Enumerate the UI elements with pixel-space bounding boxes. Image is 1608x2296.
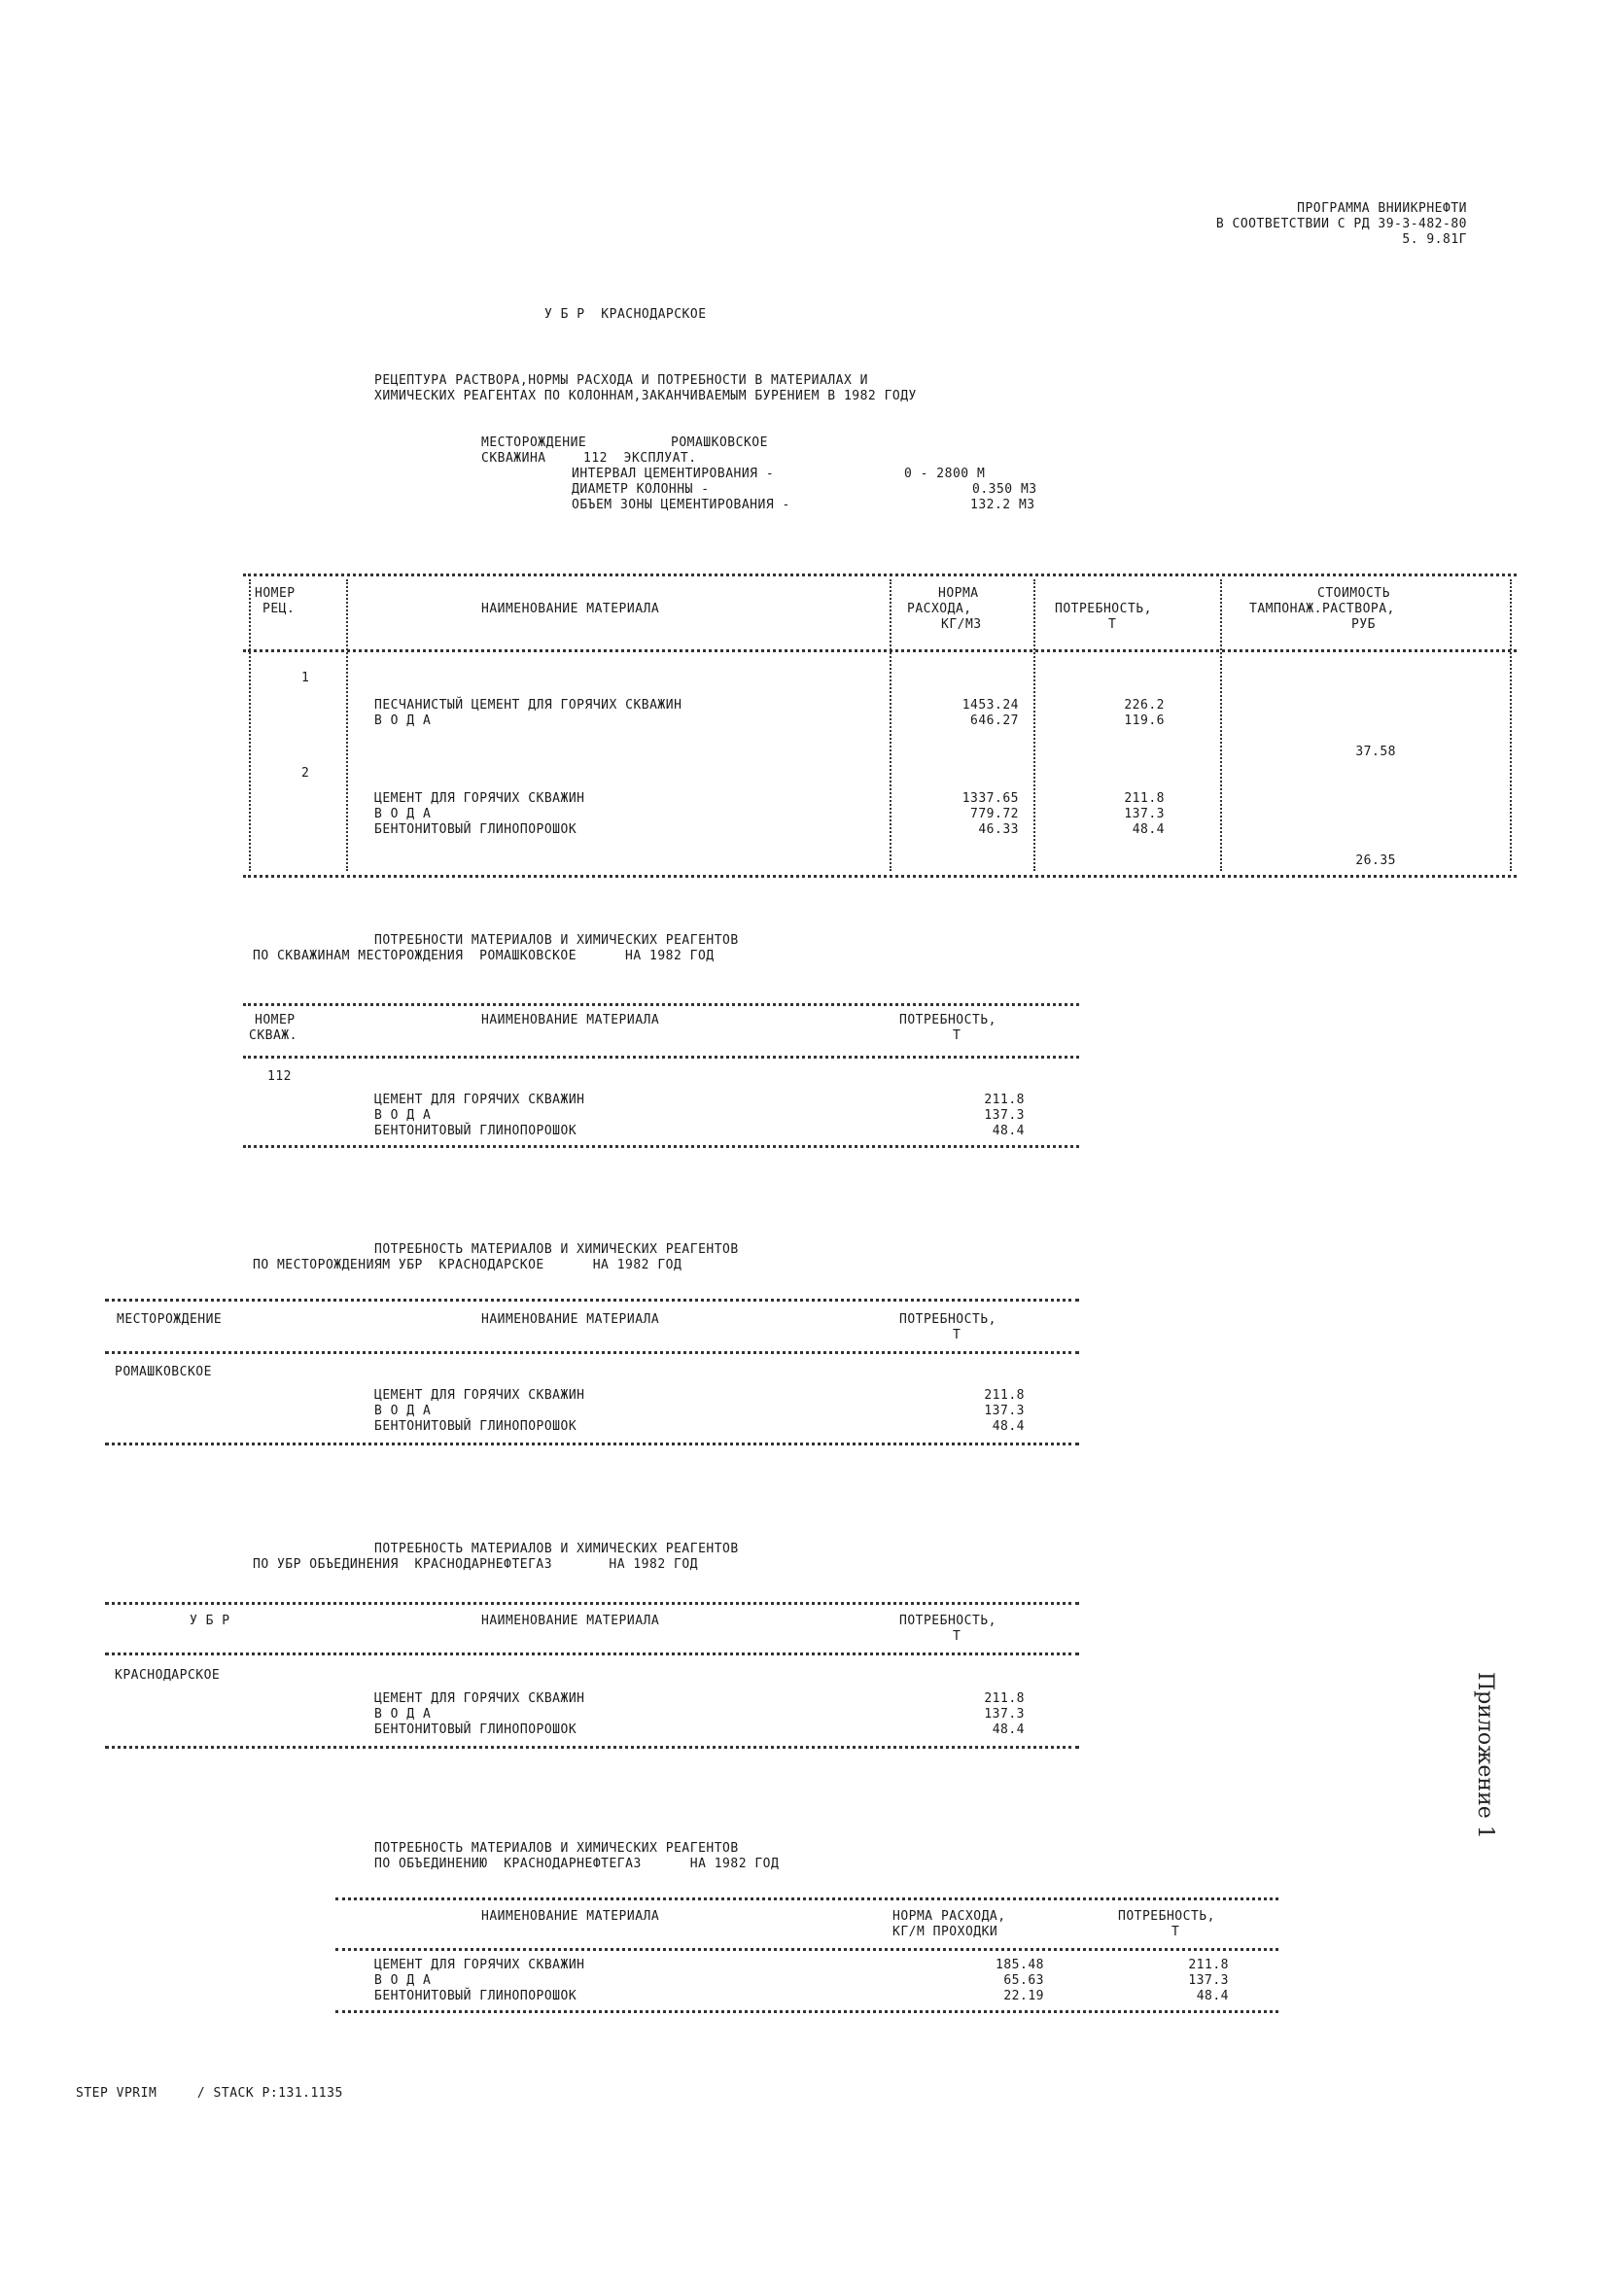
section1-header-norm: НОРМА	[938, 586, 979, 601]
column-rule	[1510, 579, 1512, 871]
table-border	[243, 1056, 1079, 1059]
material-name: БЕНТОНИТОВЫЙ ГЛИНОПОРОШОК	[374, 1124, 577, 1138]
section1-title-line1: РЕЦЕПТУРА РАСТВОРА,НОРМЫ РАСХОДА И ПОТРЕБНОСТИ В МАТЕРИАЛАХ И	[374, 373, 868, 388]
section1-header-need: ПОТРЕБНОСТЬ,	[1055, 602, 1152, 616]
appendix-label: Приложение 1	[1473, 1672, 1497, 1839]
section3-title-line2: ПО МЕСТОРОЖДЕНИЯМ УБР КРАСНОДАРСКОЕ НА 1982 ГОД	[253, 1258, 682, 1272]
section2-header: НОМЕР	[255, 1013, 296, 1027]
param-value: 0.350 МЗ	[972, 482, 1037, 497]
well-label: СКВАЖИНА	[481, 451, 546, 466]
need-value: 211.8	[984, 1093, 1025, 1107]
param-value: 132.2 МЗ	[970, 498, 1035, 512]
table-border	[105, 1443, 1079, 1445]
column-rule	[890, 579, 891, 871]
need-value: 48.4	[992, 1419, 1025, 1434]
well-number: 112	[267, 1069, 292, 1084]
program-header-line1: ПРОГРАММА ВНИИКРНЕФТИ	[1297, 201, 1467, 216]
section4-title-line2: ПО УБР ОБЪЕДИНЕНИЯ КРАСНОДАРНЕФТЕГАЗ НА 1982 ГОД	[253, 1557, 698, 1572]
norm-value: 1337.65	[961, 791, 1019, 806]
norm-value: 779.72	[970, 807, 1019, 821]
section1-header-need: Т	[1108, 617, 1117, 632]
table-border	[243, 1145, 1079, 1148]
need-value: 211.8	[984, 1691, 1025, 1706]
column-rule	[249, 579, 251, 871]
table-border	[105, 1299, 1079, 1302]
param-label: ОБЪЕМ ЗОНЫ ЦЕМЕНТИРОВАНИЯ -	[572, 498, 790, 512]
section1-title-line2: ХИМИЧЕСКИХ РЕАГЕНТАХ ПО КОЛОННАМ,ЗАКАНЧИВАЕМЫМ БУРЕНИЕМ В 1982 ГОДУ	[374, 389, 917, 403]
material-name: В О Д А	[374, 807, 432, 821]
need-value: 137.3	[1188, 1973, 1229, 1988]
section5-header: НОРМА РАСХОДА,	[892, 1909, 1006, 1924]
section1-header-cost: РУБ	[1351, 617, 1376, 632]
need-value: 137.3	[984, 1404, 1025, 1418]
column-rule	[346, 579, 348, 871]
section3-header: Т	[953, 1328, 961, 1342]
norm-value: 46.33	[978, 822, 1019, 837]
uvr-name: КРАСНОДАРСКОЕ	[115, 1668, 221, 1683]
section4-header: У Б Р	[190, 1614, 230, 1628]
field-label: МЕСТОРОЖДЕНИЕ	[481, 435, 587, 450]
section1-header-num: РЕЦ.	[262, 602, 296, 616]
material-name: ЦЕМЕНТ ДЛЯ ГОРЯЧИХ СКВАЖИН	[374, 1388, 585, 1403]
norm-value: 65.63	[1003, 1973, 1044, 1988]
section3-header: МЕСТОРОЖДЕНИЕ	[117, 1312, 223, 1327]
material-name: В О Д А	[374, 1973, 432, 1988]
need-value: 226.2	[1124, 698, 1165, 713]
section3-title-line1: ПОТРЕБНОСТЬ МАТЕРИАЛОВ И ХИМИЧЕСКИХ РЕАГЕНТОВ	[374, 1242, 739, 1257]
table-border	[243, 875, 1517, 878]
program-header-line2: В СООТВЕТСТВИИ С РД 39-3-482-80	[1215, 217, 1467, 231]
table-border	[335, 1897, 1278, 1900]
section3-header: НАИМЕНОВАНИЕ МАТЕРИАЛА	[481, 1312, 660, 1327]
material-name: ЦЕМЕНТ ДЛЯ ГОРЯЧИХ СКВАЖИН	[374, 791, 585, 806]
column-rule	[1220, 579, 1222, 871]
material-name: ЦЕМЕНТ ДЛЯ ГОРЯЧИХ СКВАЖИН	[374, 1691, 585, 1706]
section1-header-norm: КГ/МЗ	[941, 617, 982, 632]
need-value: 48.4	[1132, 822, 1165, 837]
print-footer: STEP VPRIM / STACK P:131.1135	[76, 2086, 343, 2101]
uvr-title: У Б Р КРАСНОДАРСКОЕ	[544, 307, 707, 322]
need-value: 48.4	[992, 1722, 1025, 1737]
norm-value: 646.27	[970, 713, 1019, 728]
param-label: ИНТЕРВАЛ ЦЕМЕНТИРОВАНИЯ -	[572, 467, 775, 481]
section2-title-line1: ПОТРЕБНОСТИ МАТЕРИАЛОВ И ХИМИЧЕСКИХ РЕАГЕНТОВ	[374, 933, 739, 948]
norm-value: 1453.24	[961, 698, 1019, 713]
table-border	[243, 1003, 1079, 1006]
section1-header-cost: ТАМПОНАЖ.РАСТВОРА,	[1249, 602, 1395, 616]
material-name: ЦЕМЕНТ ДЛЯ ГОРЯЧИХ СКВАЖИН	[374, 1093, 585, 1107]
need-value: 48.4	[1196, 1989, 1229, 2003]
need-value: 211.8	[1188, 1958, 1229, 1972]
material-name: БЕНТОНИТОВЫЙ ГЛИНОПОРОШОК	[374, 1419, 577, 1434]
section2-header: СКВАЖ.	[249, 1028, 297, 1043]
section5-title-line1: ПОТРЕБНОСТЬ МАТЕРИАЛОВ И ХИМИЧЕСКИХ РЕАГЕНТОВ	[374, 1841, 739, 1856]
need-value: 137.3	[984, 1108, 1025, 1123]
section4-header: НАИМЕНОВАНИЕ МАТЕРИАЛА	[481, 1614, 660, 1628]
material-name: В О Д А	[374, 1108, 432, 1123]
recipe-number: 1	[301, 671, 310, 685]
table-border	[105, 1602, 1079, 1605]
material-name: БЕНТОНИТОВЫЙ ГЛИНОПОРОШОК	[374, 822, 577, 837]
section5-header: Т	[1171, 1925, 1180, 1939]
table-border	[105, 1351, 1079, 1354]
cost-value: 26.35	[1355, 853, 1396, 868]
material-name: ЦЕМЕНТ ДЛЯ ГОРЯЧИХ СКВАЖИН	[374, 1958, 585, 1972]
param-value: 0 - 2800 М	[904, 467, 986, 481]
table-border	[335, 2010, 1278, 2013]
section3-header: ПОТРЕБНОСТЬ,	[899, 1312, 996, 1327]
norm-value: 185.48	[996, 1958, 1044, 1972]
field-value: РОМАШКОВСКОЕ	[671, 435, 768, 450]
need-value: 119.6	[1124, 713, 1165, 728]
section1-header-num: НОМЕР	[255, 586, 296, 601]
need-value: 211.8	[984, 1388, 1025, 1403]
material-name: В О Д А	[374, 1404, 432, 1418]
table-border	[243, 649, 1517, 652]
material-name: БЕНТОНИТОВЫЙ ГЛИНОПОРОШОК	[374, 1722, 577, 1737]
section1-header-name: НАИМЕНОВАНИЕ МАТЕРИАЛА	[481, 602, 660, 616]
section4-header: Т	[953, 1629, 961, 1644]
section4-title-line1: ПОТРЕБНОСТЬ МАТЕРИАЛОВ И ХИМИЧЕСКИХ РЕАГЕНТОВ	[374, 1542, 739, 1556]
param-label: ДИАМЕТР КОЛОННЫ -	[572, 482, 710, 497]
section2-header: Т	[953, 1028, 961, 1043]
material-name: БЕНТОНИТОВЫЙ ГЛИНОПОРОШОК	[374, 1989, 577, 2003]
program-header-date: 5. 9.81Г	[1402, 232, 1467, 247]
table-border	[335, 1948, 1278, 1951]
section5-header: ПОТРЕБНОСТЬ,	[1118, 1909, 1215, 1924]
section5-header: КГ/М ПРОХОДКИ	[892, 1925, 998, 1939]
section4-header: ПОТРЕБНОСТЬ,	[899, 1614, 996, 1628]
section5-header: НАИМЕНОВАНИЕ МАТЕРИАЛА	[481, 1909, 660, 1924]
section2-header: ПОТРЕБНОСТЬ,	[899, 1013, 996, 1027]
column-rule	[1033, 579, 1035, 871]
norm-value: 22.19	[1003, 1989, 1044, 2003]
table-border	[105, 1746, 1079, 1749]
cost-value: 37.58	[1355, 745, 1396, 759]
recipe-number: 2	[301, 766, 310, 781]
section2-title-line2: ПО СКВАЖИНАМ МЕСТОРОЖДЕНИЯ РОМАШКОВСКОЕ НА 1982 ГОД	[253, 949, 715, 963]
need-value: 48.4	[992, 1124, 1025, 1138]
need-value: 137.3	[984, 1707, 1025, 1722]
table-border	[105, 1652, 1079, 1655]
table-border	[243, 574, 1517, 576]
section5-title-line2: ПО ОБЪЕДИНЕНИЮ КРАСНОДАРНЕФТЕГАЗ НА 1982 ГОД	[374, 1857, 780, 1871]
need-value: 137.3	[1124, 807, 1165, 821]
field-name: РОМАШКОВСКОЕ	[115, 1365, 212, 1379]
well-value: 112 ЭКСПЛУАТ.	[583, 451, 697, 466]
section1-header-norm: РАСХОДА,	[907, 602, 972, 616]
section1-header-cost: СТОИМОСТЬ	[1317, 586, 1390, 601]
material-name: В О Д А	[374, 713, 432, 728]
material-name: ПЕСЧАНИСТЫЙ ЦЕМЕНТ ДЛЯ ГОРЯЧИХ СКВАЖИН	[374, 698, 682, 713]
need-value: 211.8	[1124, 791, 1165, 806]
section2-header: НАИМЕНОВАНИЕ МАТЕРИАЛА	[481, 1013, 660, 1027]
material-name: В О Д А	[374, 1707, 432, 1722]
